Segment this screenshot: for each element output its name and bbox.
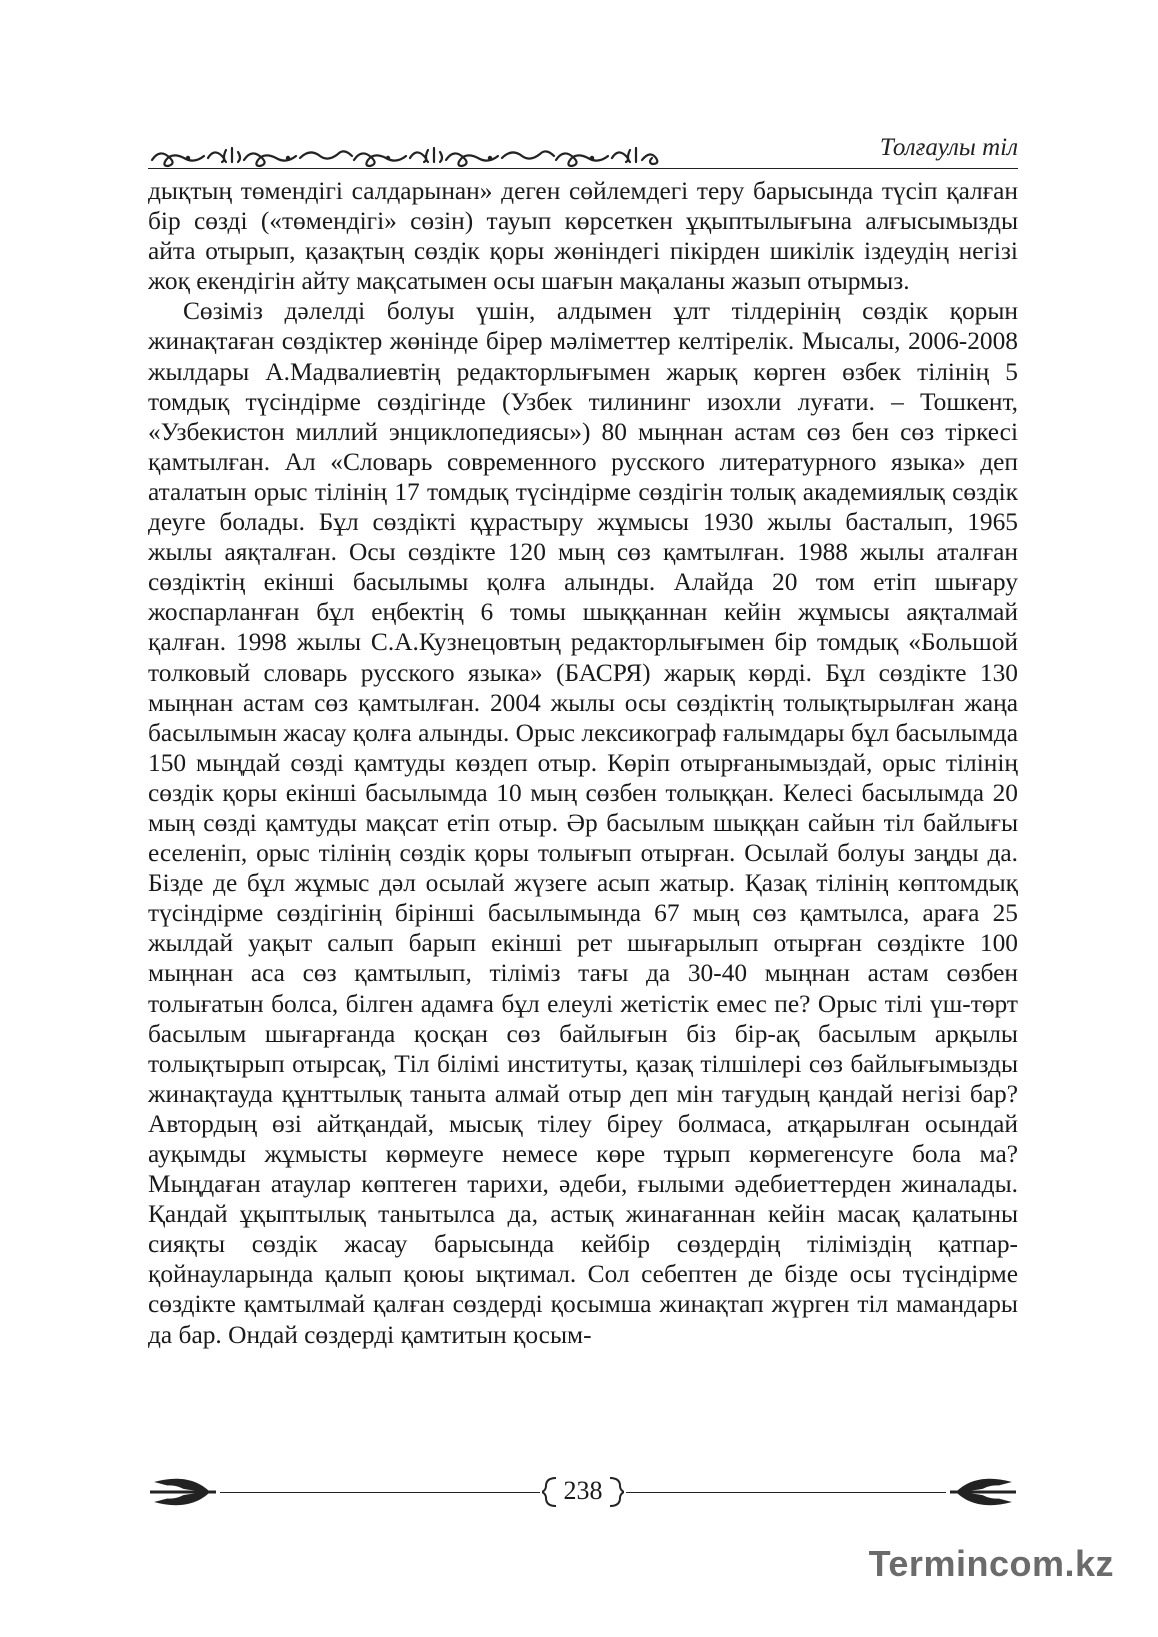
right-leaf-ornament-icon <box>948 1474 1018 1510</box>
paragraph-main: Сөзіміз дәлелді болуы үшін, алдымен ұлт тілдерінің сөздік қорын жинақтаған сөздіктер жөнінде бірер мәліметтер келтірелік. Мысалы, 2006-2008 жылдары А.Мадвалиевтің редакторлығымен жарық көрген өзбек тілінің 5 томдық түсіндірме сөздігінде (Узбек тилининг изохли луғати. – Тошкент, «Узбекистон миллий энциклопедиясы») 80 мыңнан астам сөз бен сөз тіркесі қамтылған. Ал «Словарь современного русского литературного языка» деп аталатын орыс тілінің 17 томдық түсіндірме сөздігін толық академиялық сөздік деуге болады. Бұл сөздікті құрастыру жұмысы 1930 жылы басталып, 1965 жылы аяқталған. Осы сөздікте 120 мың сөз қамтылған. 1988 жылы аталған сөздіктің екінші басылымы қолға алынды. Алайда 20 том етіп шығару жоспарланған бұл еңбектің 6 томы шыққаннан кейін жұмысы аяқталмай қалған. 1998 жылы С.А.Кузнецовтың редакторлығымен бір томдық «Большой толковый словарь русского языка» (БАСРЯ) жарық көрді. Бұл сөздікте 130 мыңнан астам сөз қамтылған. 2004 жылы осы сөздіктің толықтырылған жаңа басылымын жасау қолға алынды. Орыс лексикограф ғалымдары бұл басылымда 150 мыңдай сөзді қамтуды көздеп отыр. Көріп отырғанымыздай, орыс тілінің сөздік қоры екінші басылымда 10 мың сөзбен толыққан. Келесі басылымда 20 мың сөзді қамтуды мақсат етіп отыр. Әр басылым шыққан сайын тіл байлығы еселеніп, орыс тілінің сөздік қоры толығып отырған. Осылай болуы заңды да. Бізде де бұл жұмыс дәл осылай жүзеге асып жатыр. Қазақ тілінің көптомдық түсіндірме сөздігінің бірінші басылымында 67 мың сөз қамтылса, араға 25 жылдай уақыт салып барып екінші рет шығарылып отырған сөздікте 100 мыңнан аса сөз қамтылып, тіліміз тағы да 30-40 мыңнан астам сөзбен толығатын болса, білген адамға бұл елеулі жетістік емес пе? Орыс тілі үш-төрт басылым шығарғанда қосқан сөз байлығын біз бір-ақ басылым арқылы толықтырып отырсақ, Тіл білімі институты, қазақ тілшілері сөз байлығымызды жинақтауда құнттылық таныта алмай отыр деп мін тағудың қандай негізі бар? Автордың өзі айтқандай, мысық тілеу біреу болмаса, атқарылған осындай ауқымды жұмысты көрмеуге немесе көре тұрып көрмегенсуге бола ма? Мыңдаған атаулар көптеген тарихи, әдеби, ғылыми әдебиеттерден жиналады. Қандай ұқыптылық танытылса да, астық жинағаннан кейін масақ қалатыны сияқты сөздік жасау барысында кейбір сөздердің тіліміздің қатпар-қойнауларында қалып қоюы ықтимал. Сол себептен де бізде осы түсіндірме сөздікте қамтылмай қалған сөздерді қосымша жинақтап жүрген тіл мамандары да бар. Ондай сөздерді қамтитын қосым- <box>148 297 1018 1349</box>
page-footer <box>148 1472 1018 1512</box>
running-title: Толғаулы тіл <box>879 134 1018 161</box>
page-body <box>148 176 1018 1350</box>
site-watermark: Termincom.kz <box>868 1543 1114 1584</box>
left-leaf-ornament-icon <box>148 1474 218 1510</box>
header-rule <box>148 168 1018 169</box>
footer-rule-left <box>220 1492 540 1493</box>
footer-rule-right <box>626 1492 946 1493</box>
paragraph-continuation: дықтың төмендігі салдарынан» деген сөйлемдегі теру барысында түсіп қалған бір сөзді («төмендігі» сөзін) тауып көрсеткен ұқыптылығына алғысымызды айта отырып, қазақтың сөздік қоры жөніндегі пікірден шикілік іздеудің негізі жоқ екендігін айту мақсатымен осы шағын мақаланы жазып отырмыз. <box>148 177 1018 296</box>
page-header <box>148 126 1018 170</box>
page-number: 238 <box>563 1476 603 1505</box>
scroll-ornament-icon <box>148 140 668 170</box>
